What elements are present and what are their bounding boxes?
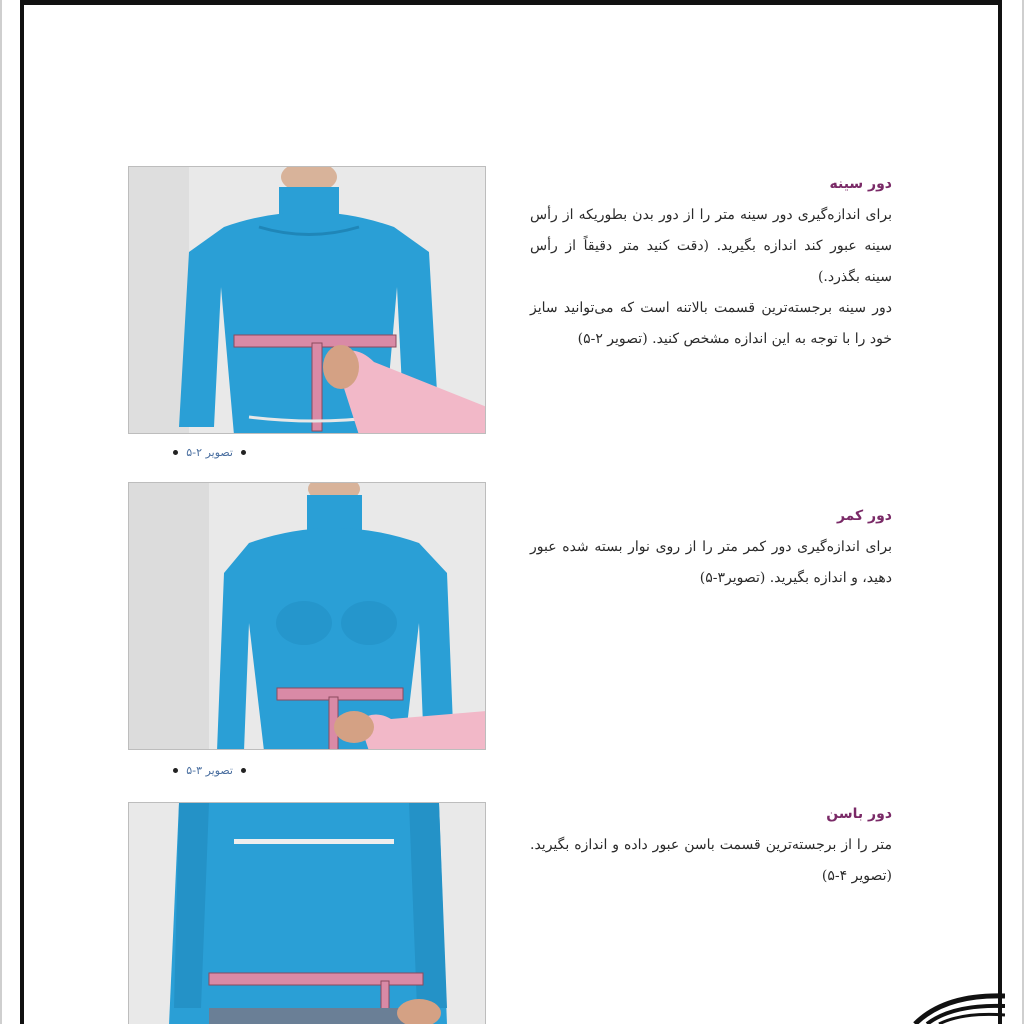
bust-measurement-photo	[128, 166, 486, 434]
bullet-icon	[241, 768, 246, 773]
figure-caption	[126, 761, 246, 779]
hip-section	[530, 806, 892, 892]
section-paragraph: برای اندازه‌گیری دور کمر متر را از روی نوار بسته شده عبور دهید، و اندازه بگیرید. (تصویر۳-۵)	[530, 539, 892, 586]
waist-measurement-photo	[128, 482, 486, 750]
bust-section	[530, 176, 892, 355]
section-paragraph: برای اندازه‌گیری دور سینه متر را از دور بدن بطوریکه از رأس سینه عبور کند اندازه بگیرید. (دقت کنید متر دقیقاً از رأس سینه بگذرد.)	[530, 207, 892, 285]
publisher-logo	[905, 990, 1005, 1024]
bullet-icon	[241, 450, 246, 455]
section-paragraph: دور سینه برجسته‌ترین قسمت بالاتنه است که می‌توانید سایز خود را با توجه به این اندازه مشخص کنید. (تصویر ۲-۵)	[530, 300, 892, 347]
hip-measurement-photo	[128, 802, 486, 1024]
bullet-icon	[173, 768, 178, 773]
section-heading: دور کمر	[836, 508, 892, 524]
section-paragraph: متر را از برجسته‌ترین قسمت باسن عبور داده و اندازه بگیرید.(تصویر ۴-۵)	[530, 837, 892, 884]
section-heading: دور سینه	[829, 176, 892, 192]
caption-text: تصویر ۲-۵	[186, 445, 233, 459]
figure-caption	[126, 443, 246, 461]
waist-section	[530, 508, 892, 594]
bullet-icon	[173, 450, 178, 455]
caption-text: تصویر ۳-۵	[186, 763, 233, 777]
section-heading: دور باسن	[826, 806, 892, 822]
